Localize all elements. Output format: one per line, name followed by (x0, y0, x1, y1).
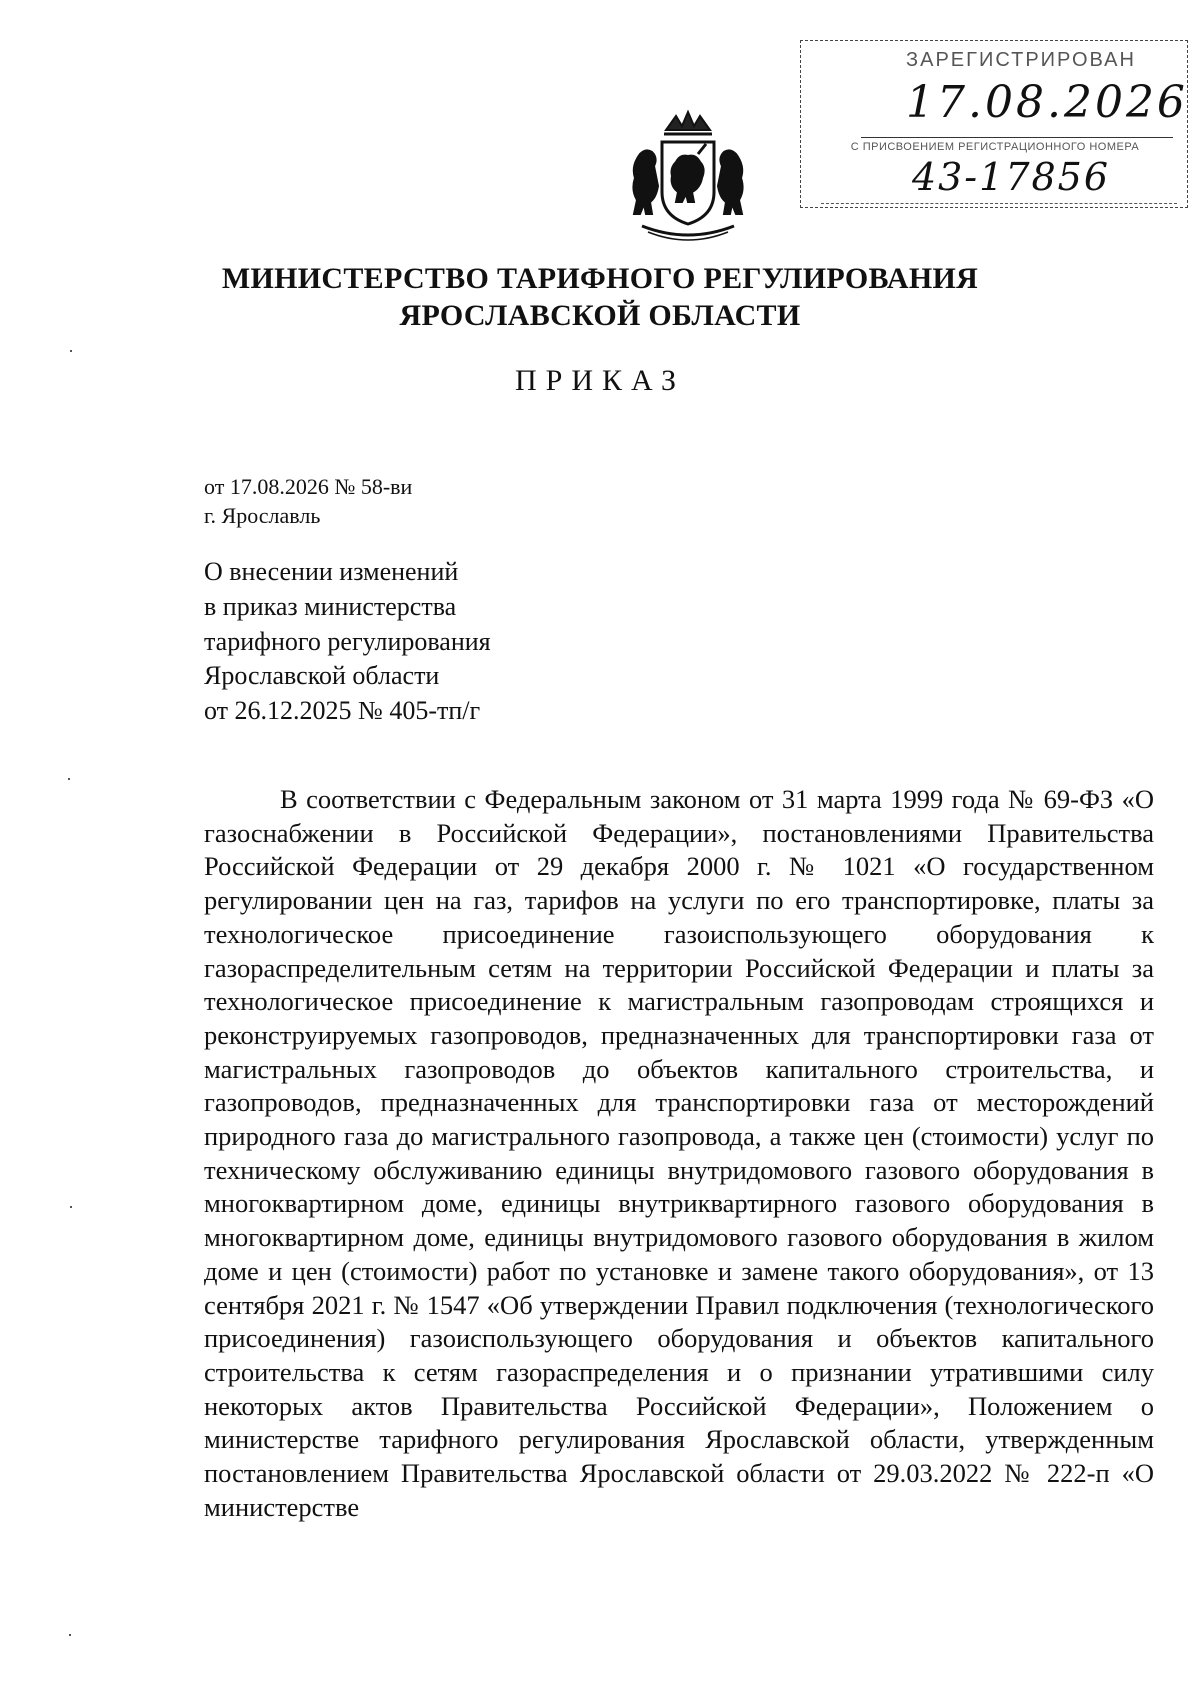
scan-speck (68, 778, 70, 780)
order-subject (204, 555, 624, 729)
order-body (204, 783, 1154, 1524)
stamp-date: 17.08.2026 (906, 77, 1188, 128)
ministry-title: МИНИСТЕРСТВО ТАРИФНОГО РЕГУЛИРОВАНИЯ (221, 262, 979, 295)
subject-line: О внесении изменений (204, 557, 459, 586)
order-date-number: от 17.08.2026 № 58-ви (204, 474, 413, 499)
document-type: ПРИКАЗ (515, 364, 685, 397)
stamp-title: ЗАРЕГИСТРИРОВАН (906, 49, 1136, 71)
scan-speck (69, 1634, 71, 1636)
yaroslavl-coat-of-arms-icon (618, 108, 758, 248)
subject-line: от 26.12.2025 № 405-тп/г (204, 696, 481, 726)
subject-line: Ярославской области (204, 661, 440, 691)
registration-stamp (800, 40, 1188, 208)
subject-line: в приказ министерства (204, 591, 457, 621)
stamp-divider (861, 137, 1173, 138)
body-paragraph: В соответствии с Федеральным законом от 31 марта 1999 года № 69-ФЗ «О газоснабжении в Российской Федерации», постановлениями Правительства Российской Федерации от 29 декабря 2000 г. № 1021 «О государственном регулировании цен на газ, тарифов на услуги по его транспортировке, платы за технологическое присоединение газоиспользующего оборудования к газораспределительным сетям на территории Российской Федерации и платы за технологическое присоединение к магистральным газопроводам строящихся и реконструируемых газопроводов, предназначенных для транспортировки газа от магистральных газопроводов до объектов капитального строительства, и газопроводов, предназначенных для транспортировки газа от месторождений природного газа до магистрального газопровода, а также цен (стоимости) услуг по техническому обслуживанию единицы внутридомового газового оборудования в многоквартирном доме, единицы внутриквартирного газового оборудования в многоквартирном доме, единицы внутридомового газового оборудования в жилом доме и цен (стоимости) работ по установке и замене такого оборудования», от 13 сентября 2021 г. № 1547 «Об утверждении Правил подключения (технологического присоединения) газоиспользующего оборудования и объектов капитального строительства к сетям газораспределения и о признании утратившими силу некоторых актов Правительства Российской Федерации», Положением о министерстве тарифного регулирования Ярославской области, утвержденным постановлением Правительства Ярославской области от 29.03.2022 № 222-п «О министерстве (204, 784, 1154, 1522)
stamp-number: 43-17856 (911, 155, 1111, 199)
stamp-bottom-divider (821, 203, 1177, 204)
ministry-region: ЯРОСЛАВСКОЙ ОБЛАСТИ (399, 299, 801, 332)
subject-line: тарифного регулирования (204, 626, 491, 656)
scan-speck (70, 1206, 72, 1208)
stamp-caption: С ПРИСВОЕНИЕМ РЕГИСТРАЦИОННОГО НОМЕРА (850, 141, 1140, 153)
order-city: г. Ярославль (204, 503, 321, 528)
scan-speck (70, 350, 72, 352)
